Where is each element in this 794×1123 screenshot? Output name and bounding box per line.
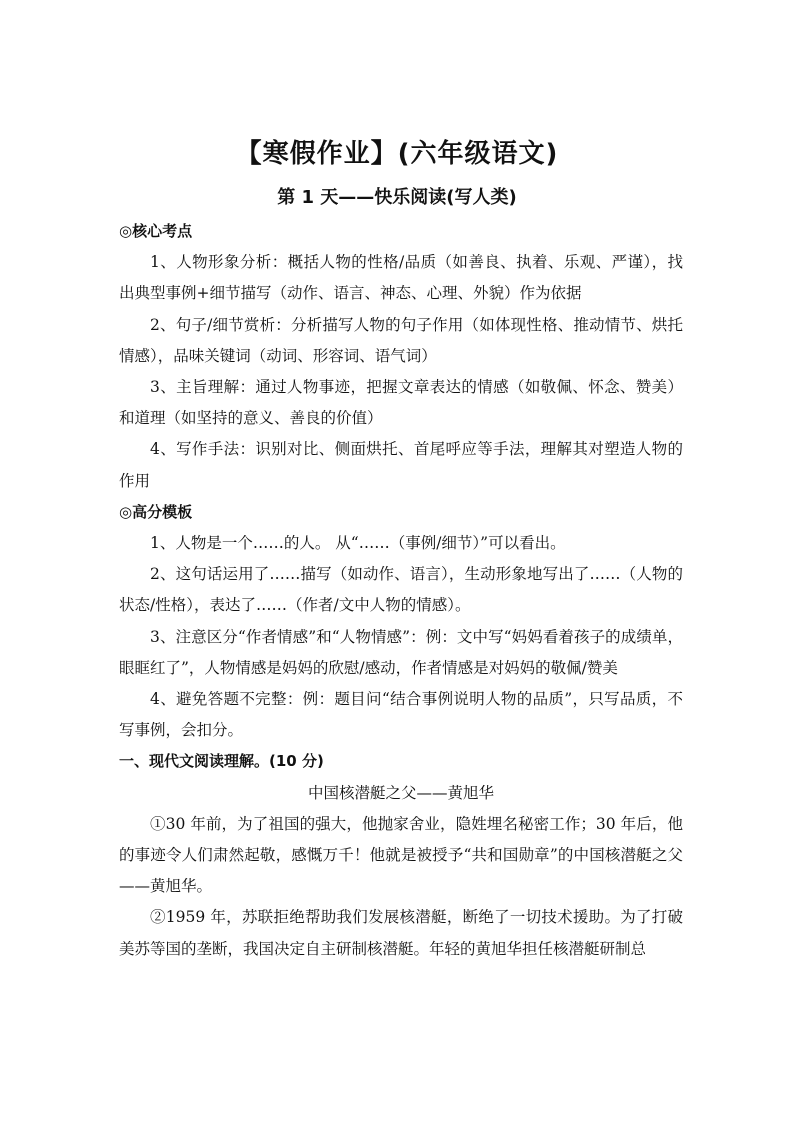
- template-heading: ◎高分模板: [119, 502, 193, 521]
- template-item: 2、这句话运用了……描写（如动作、语言），生动形象地写出了……（人物的状态/性格），表达了……（作者/文中人物的情感）。: [119, 565, 683, 615]
- core-point-item: 4、写作手法：识别对比、侧面烘托、首尾呼应等手法，理解其对塑造人物的作用: [119, 440, 683, 490]
- reading-section-heading: 一、现代文阅读理解。(10 分): [119, 752, 324, 771]
- core-point-item: 2、句子/细节赏析：分析描写人物的句子作用（如体现性格、推动情节、烘托情感），品味关键词（动词、形容词、语气词）: [119, 315, 683, 365]
- template-item: 1、人物是一个……的人。 从“……（事例/细节）”可以看出。: [150, 534, 566, 553]
- article-title: 中国核潜艇之父——黄旭华: [307, 783, 494, 802]
- core-points-heading: ◎核心考点: [119, 222, 193, 240]
- core-point-item: 1、人物形象分析：概括人物的性格/品质（如善良、执着、乐观、严谨），找出典型事例+细节描写（动作、语言、神态、心理、外貌）作为依据: [119, 253, 683, 303]
- template-item: 3、注意区分“作者情感”和“人物情感”：例：文中写“妈妈看着孩子的成绩单，眼眶红了”，人物情感是妈妈的欣慰/感动，作者情感是对妈妈的敬佩/赞美: [119, 627, 683, 677]
- document-title: 【寒假作业】(六年级语文): [235, 139, 559, 169]
- document-subtitle: 第 1 天——快乐阅读(写人类): [277, 187, 517, 208]
- core-point-item: 3、主旨理解：通过人物事迹，把握文章表达的情感（如敬佩、怀念、赞美）和道理（如坚持的意义、善良的价值）: [119, 378, 683, 428]
- template-item: 4、避免答题不完整：例：题目问“结合事例说明人物的品质”，只写品质，不写事例，会扣分。: [119, 690, 683, 740]
- article-paragraph: ①30 年前，为了祖国的强大，他抛家舍业，隐姓埋名秘密工作；30 年后，他的事迹令人们肃然起敬，感慨万千！他就是被授予“共和国勋章”的中国核潜艇之父——黄旭华。: [119, 814, 683, 896]
- document-body: [119, 216, 683, 965]
- article-paragraph: ②1959 年，苏联拒绝帮助我们发展核潜艇，断绝了一切技术援助。为了打破美苏等国的垄断，我国决定自主研制核潜艇。年轻的黄旭华担任核潜艇研制总: [119, 908, 683, 958]
